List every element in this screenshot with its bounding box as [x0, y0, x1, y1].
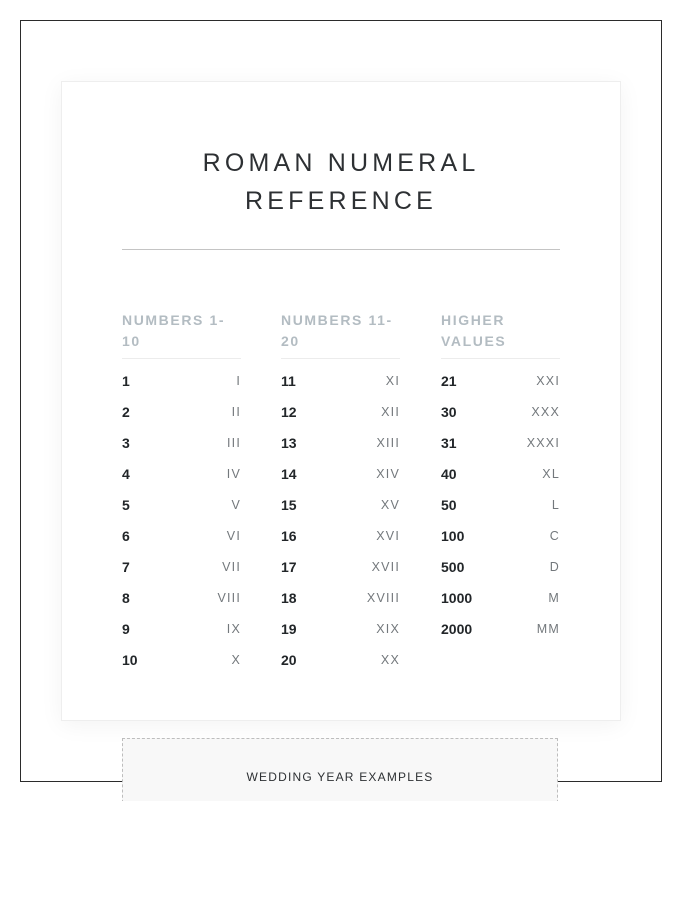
- arabic-number: 17: [281, 558, 297, 575]
- arabic-number: 12: [281, 403, 297, 420]
- arabic-number: 1: [122, 372, 130, 389]
- column-header: NUMBERS 11-20: [281, 310, 400, 359]
- table-row: [441, 396, 560, 427]
- roman-numeral: X: [231, 652, 241, 667]
- table-row: [281, 427, 400, 458]
- arabic-number: 15: [281, 496, 297, 513]
- roman-numeral: XII: [381, 404, 400, 419]
- roman-numeral: III: [226, 435, 241, 450]
- roman-numeral: XVI: [376, 528, 400, 543]
- table-row: [281, 396, 400, 427]
- arabic-number: 500: [441, 558, 465, 575]
- roman-numeral: VIII: [217, 590, 241, 605]
- roman-numeral: L: [551, 497, 560, 512]
- roman-numeral: MM: [536, 621, 560, 636]
- roman-numeral: XVIII: [366, 590, 400, 605]
- table-row: [122, 613, 241, 644]
- arabic-number: 30: [441, 403, 457, 420]
- table-row: [441, 427, 560, 458]
- roman-numeral: V: [231, 497, 241, 512]
- table-row: [441, 582, 560, 613]
- arabic-number: 7: [122, 558, 130, 575]
- arabic-number: 6: [122, 527, 130, 544]
- roman-numeral: XXXI: [526, 435, 560, 450]
- roman-numeral: XVII: [371, 559, 400, 574]
- table-row: [281, 365, 400, 396]
- arabic-number: 2000: [441, 620, 473, 637]
- page-title: [62, 144, 620, 220]
- table-row: [281, 520, 400, 551]
- arabic-number: 16: [281, 527, 297, 544]
- table-row: [441, 489, 560, 520]
- table-row: [122, 458, 241, 489]
- table-row: [281, 489, 400, 520]
- table-row: [441, 458, 560, 489]
- column-numbers-11-20: [281, 310, 400, 675]
- arabic-number: 14: [281, 465, 297, 482]
- page-bottom-area: [0, 801, 700, 900]
- reference-card: [61, 81, 621, 721]
- roman-numeral: VI: [226, 528, 241, 543]
- table-row: [122, 551, 241, 582]
- table-row: [122, 489, 241, 520]
- wedding-year-examples-box: [122, 738, 558, 808]
- title-line-2: REFERENCE: [245, 187, 437, 215]
- arabic-number: 18: [281, 589, 297, 606]
- roman-numeral: XI: [385, 373, 400, 388]
- arabic-number: 50: [441, 496, 457, 513]
- roman-numeral: VII: [222, 559, 241, 574]
- table-row: [281, 613, 400, 644]
- table-row: [122, 396, 241, 427]
- column-header: HIGHER VALUES: [441, 310, 560, 359]
- arabic-number: 19: [281, 620, 297, 637]
- roman-numeral: XXX: [531, 404, 560, 419]
- table-row: [281, 582, 400, 613]
- roman-numeral: I: [236, 373, 241, 388]
- arabic-number: 5: [122, 496, 130, 513]
- table-row: [122, 582, 241, 613]
- arabic-number: 9: [122, 620, 130, 637]
- table-row: [281, 551, 400, 582]
- arabic-number: 13: [281, 434, 297, 451]
- roman-numeral: XIX: [376, 621, 400, 636]
- title-divider: [122, 249, 560, 250]
- roman-numeral: XL: [542, 466, 560, 481]
- arabic-number: 1000: [441, 589, 473, 606]
- roman-numeral: XV: [380, 497, 400, 512]
- roman-numeral: XX: [380, 652, 400, 667]
- table-row: [281, 458, 400, 489]
- roman-numeral: II: [231, 404, 241, 419]
- arabic-number: 2: [122, 403, 130, 420]
- table-row: [441, 520, 560, 551]
- examples-title: WEDDING YEAR EXAMPLES: [246, 770, 434, 784]
- roman-numeral: XIV: [376, 466, 400, 481]
- column-higher-values: [441, 310, 560, 644]
- table-row: [122, 365, 241, 396]
- arabic-number: 100: [441, 527, 465, 544]
- table-row: [122, 644, 241, 675]
- title-line-1: ROMAN NUMERAL: [202, 149, 480, 177]
- arabic-number: 10: [122, 651, 138, 668]
- arabic-number: 4: [122, 465, 130, 482]
- roman-numeral: C: [549, 528, 560, 543]
- arabic-number: 20: [281, 651, 297, 668]
- arabic-number: 40: [441, 465, 457, 482]
- arabic-number: 11: [281, 372, 296, 389]
- arabic-number: 31: [441, 434, 457, 451]
- table-row: [441, 613, 560, 644]
- roman-numeral: IX: [226, 621, 241, 636]
- arabic-number: 8: [122, 589, 130, 606]
- roman-numeral: M: [548, 590, 560, 605]
- roman-numeral: XIII: [376, 435, 400, 450]
- arabic-number: 3: [122, 434, 130, 451]
- table-row: [441, 365, 560, 396]
- table-row: [122, 427, 241, 458]
- column-numbers-1-10: [122, 310, 241, 675]
- arabic-number: 21: [441, 372, 457, 389]
- table-row: [281, 644, 400, 675]
- table-row: [122, 520, 241, 551]
- table-row: [441, 551, 560, 582]
- column-header: NUMBERS 1-10: [122, 310, 241, 359]
- roman-numeral: D: [549, 559, 560, 574]
- roman-numeral: IV: [226, 466, 241, 481]
- roman-numeral: XXI: [536, 373, 560, 388]
